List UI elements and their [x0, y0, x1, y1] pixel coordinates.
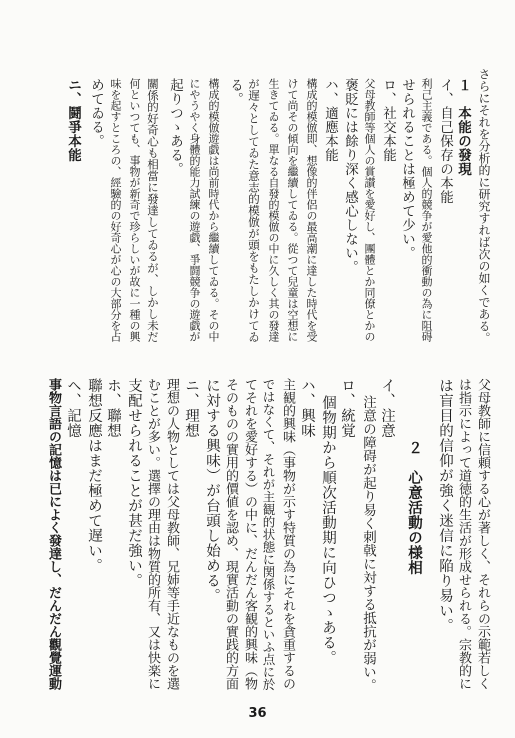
text-column: 褒貶には餘り深く感心しない。: [342, 78, 358, 274]
text-column: 個物期から順次活動期に向ひつゝある。: [320, 395, 336, 665]
text-column: 關係的好奇心も相當に發達してゐるが、しかし未だ: [146, 78, 160, 343]
text-column: めてゐる。: [88, 78, 104, 148]
text-column: が遅々としてゐた意志的模倣が頭をもたしかけてゐ: [247, 78, 261, 343]
text-column: 味を起すところの、經驗的の好奇心が心の大部分を占: [109, 78, 122, 342]
text-column: 注意の障碍が起り易く刺戟に対する抵抗が弱い。: [360, 395, 376, 692]
text-column: 聯想反應はまだ極めて遅い。: [86, 378, 102, 573]
text-column: 起りつゝある。: [167, 78, 183, 176]
text-column: 父母教師に信頼する心が著しく、それらの示範若しく: [475, 378, 490, 690]
text-column: 主観的興味（事物が示す特質の為にそれを貪重するの: [280, 378, 295, 690]
text-column: ホ、聯想: [105, 378, 121, 438]
text-column: 構成的模倣遊戯は尚前時代から繼續してゐる。その中: [207, 78, 220, 342]
text-column: さらにそれを分析的に研究すれば次の如くである。: [477, 68, 491, 344]
text-column: ヘ、記憶: [65, 378, 81, 438]
text-column: は指示によって道徳的生活が形成せられる。宗教的に: [456, 378, 471, 690]
text-column: むことが多い。選擇の理由は物質的所有、又は快楽に: [145, 378, 160, 690]
text-column: は盲目的信仰が強く迷信に陥り易い。: [437, 378, 453, 633]
text-column: ハ、興味: [299, 378, 315, 438]
text-column: そのものの實用的價値を認め、現實活動の實践的方面: [223, 378, 238, 690]
text-column: にやうやく身體的能力試練の遊戯、爭闘競争の遊戯が: [188, 78, 201, 342]
text-column: 支配せられることが甚だ強い。: [126, 378, 142, 588]
text-column: ロ、統覚: [339, 378, 355, 438]
text-column: ではなくて、それが主観的状態に関係するといふ点に於: [261, 378, 276, 691]
text-column: る。: [227, 78, 243, 106]
text-column: イ、自己保存の本能: [437, 78, 453, 204]
page-number: 36: [248, 706, 267, 721]
text-column: 何といつても、事物が新奇で珍らしいが故に一種の興: [128, 78, 141, 342]
text-column: けて尚その傾向を繼續してゐる。從つて兒童は空想に: [286, 78, 299, 342]
text-column: 理想の人物としては父母教師、兄姉等手近なものを選: [164, 378, 179, 690]
text-column: せられることは極めて少い。: [399, 78, 415, 260]
text-column: ニ、鬪爭本能: [65, 78, 81, 162]
text-column: 事物言語の記憶は已によく發達し、だんだん觀覺運動: [46, 378, 61, 690]
text-column: 利己主義である。個人的競争が愛他的衝動の為に阻碍: [420, 78, 433, 342]
text-column: イ、注意: [379, 378, 395, 438]
text-column: ２ 心意活動の様相: [406, 440, 422, 575]
text-column: 父母教師等個人の賞讃を愛好し、團體とか同僚とかの: [363, 78, 376, 342]
text-column: ロ、社交本能: [380, 78, 396, 162]
text-column: に対する興味）が台頭し始める。: [204, 378, 220, 603]
text-column: ハ、適應本能: [322, 78, 338, 162]
text-column: 構成的模倣即、想像的伴侶の最高潮に達した時代を受: [305, 78, 318, 342]
text-column: 生きてゐる。單なる自發的模倣の中に久しく其の發達: [267, 78, 280, 342]
text-column: ニ、理想: [183, 378, 199, 438]
text-column: てそれを愛好する）の中に、だんだん客観的興味（物: [242, 378, 257, 690]
text-column: １ 本能の發現: [455, 78, 471, 176]
